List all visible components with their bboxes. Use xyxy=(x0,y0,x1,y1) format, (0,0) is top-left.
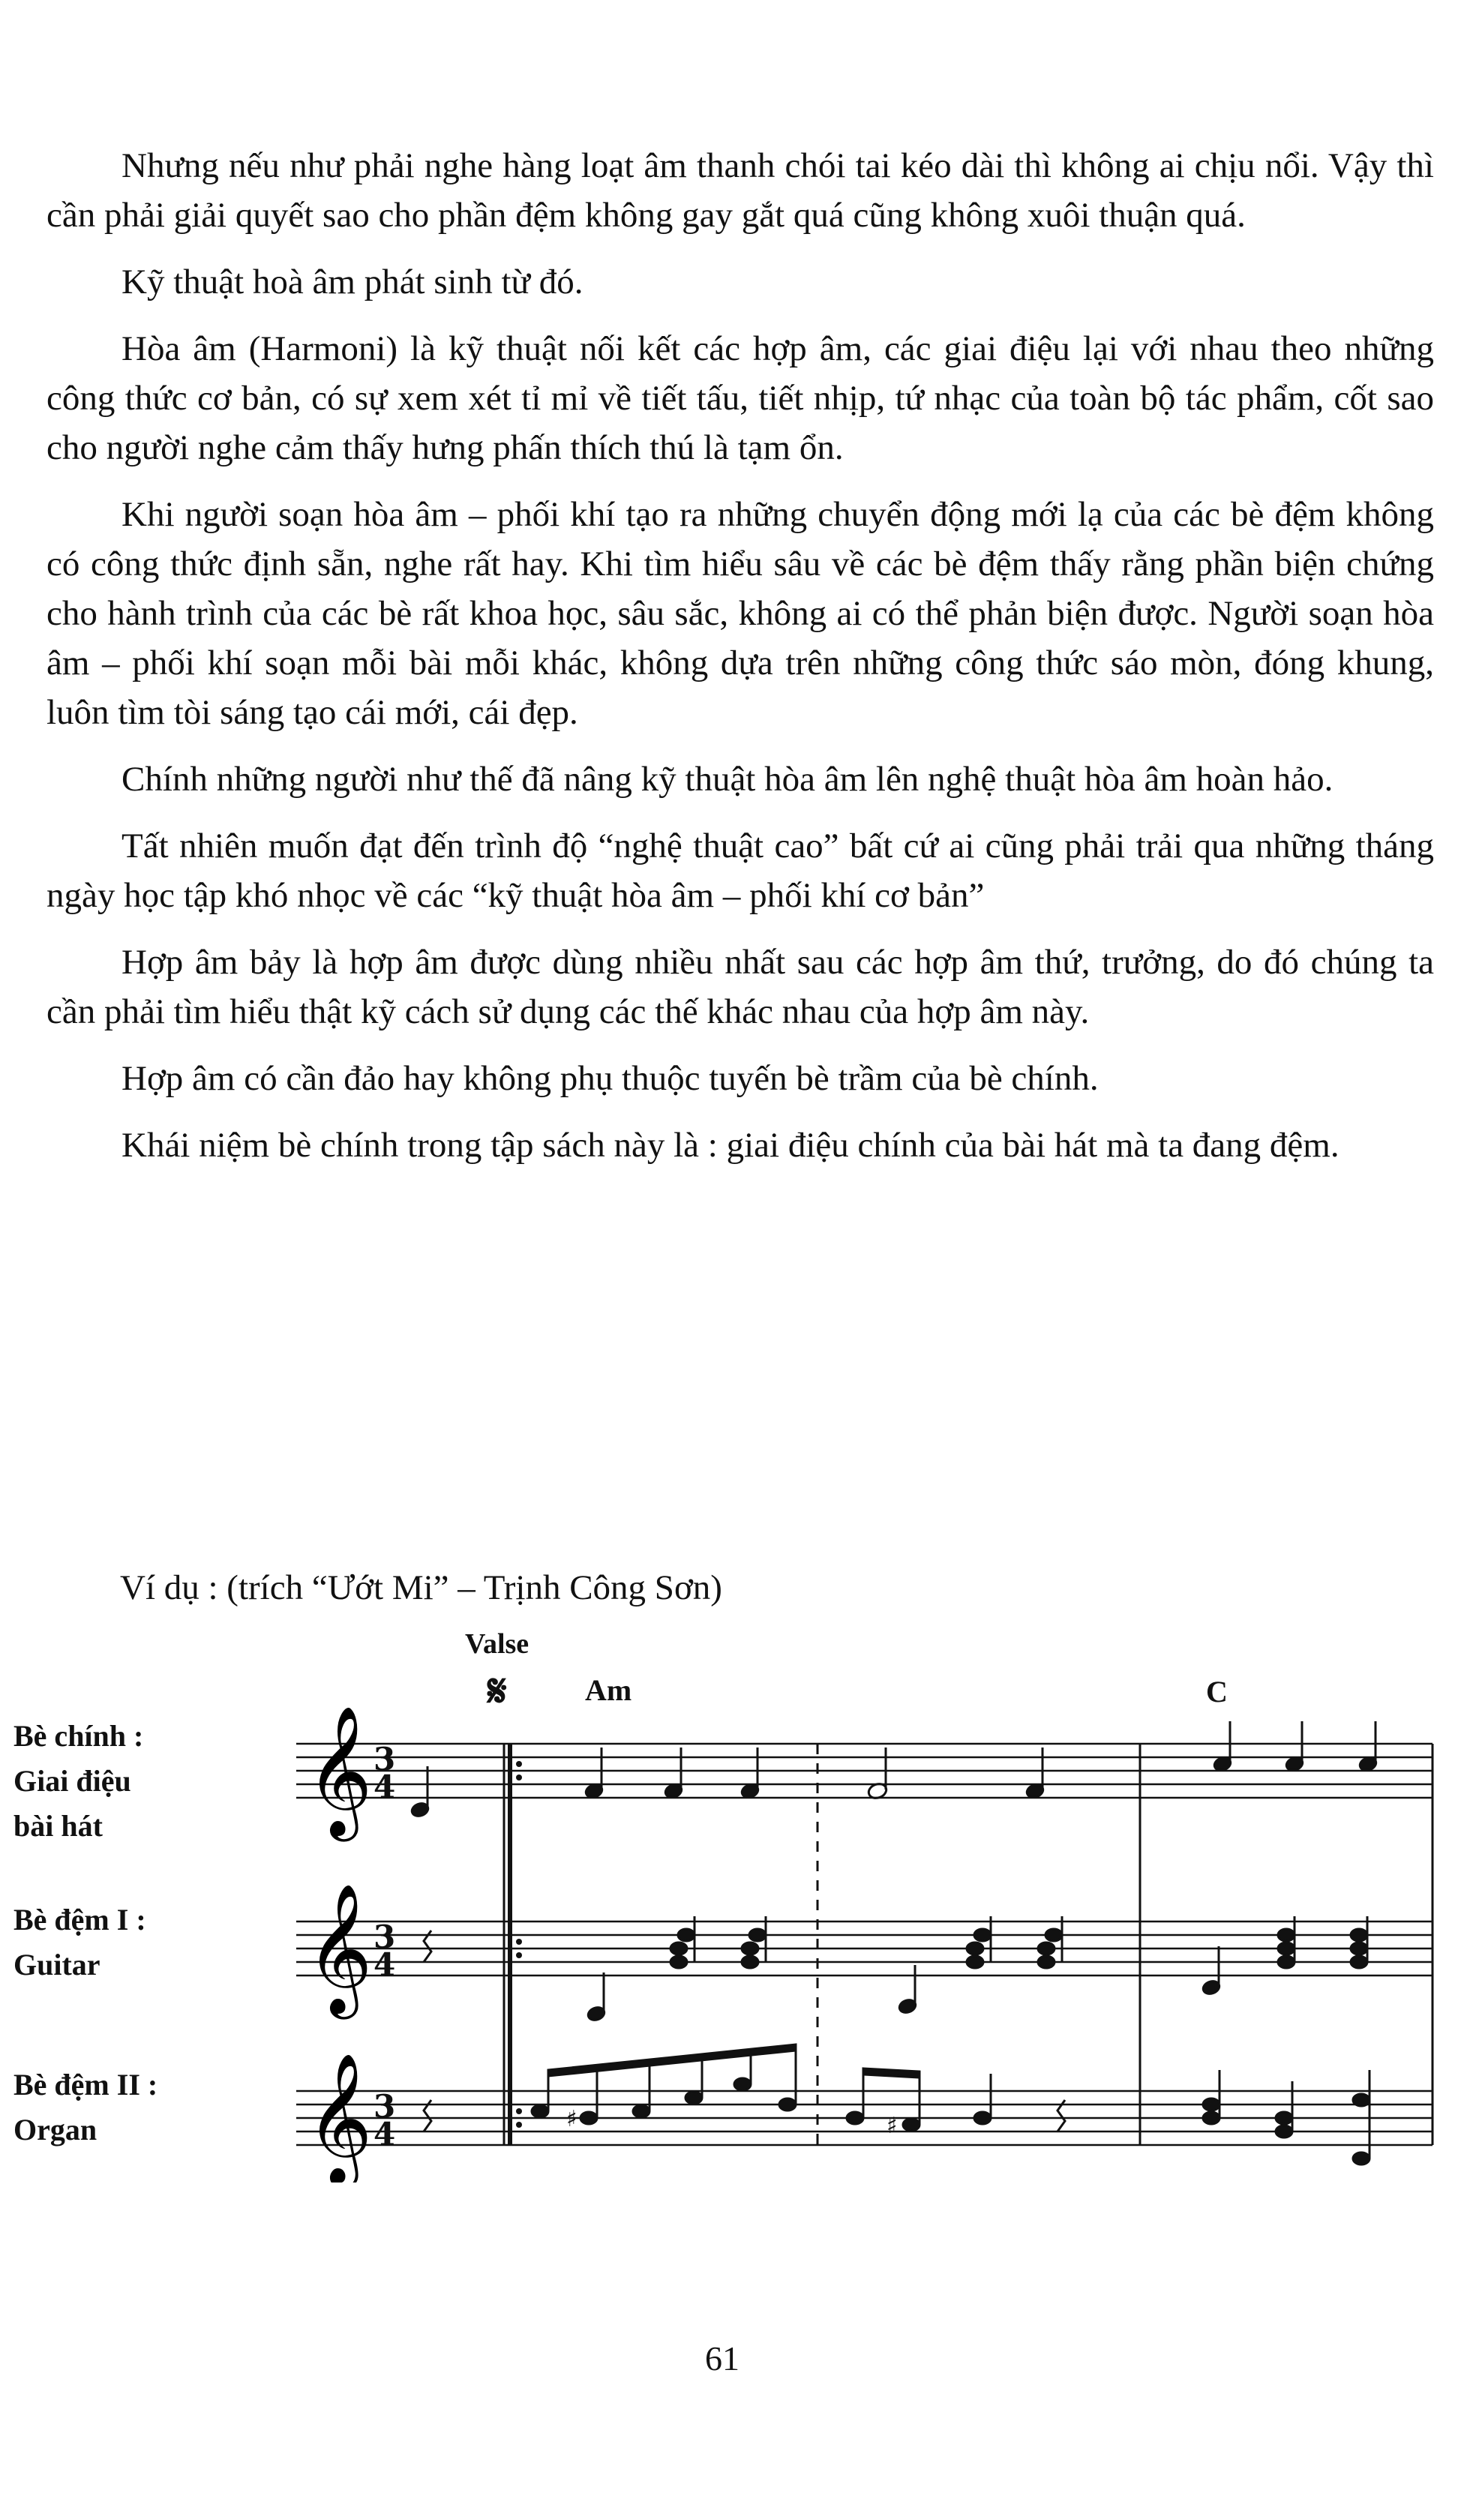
part-label-line: Guitar xyxy=(14,1948,100,1982)
staff-system xyxy=(0,1612,1464,2182)
paragraph: Chính những người như thế đã nâng kỹ thuật hòa âm lên nghệ thuật hòa âm hoàn hảo. xyxy=(122,760,1334,799)
time-sig-top: 3 xyxy=(374,1918,396,1955)
svg-text:♯: ♯ xyxy=(886,2113,898,2139)
segno-icon: 𝄋 xyxy=(488,1665,507,1718)
part-label-line: bài hát xyxy=(14,1809,103,1843)
body-text xyxy=(46,141,1434,1187)
paragraph: Hợp âm có cần đảo hay không phụ thuộc tuyến bè trầm của bè chính. xyxy=(122,1059,1099,1098)
paragraph: Tất nhiên muốn đạt đến trình độ “nghệ thuật cao” bất cứ ai cũng phải trải qua những tháng ngày học tập khó nhọc về các “kỹ thuật hòa âm – phối khí cơ bản” xyxy=(46,826,1434,915)
treble-clef-icon: 𝄞 xyxy=(306,1706,373,1836)
page-number: 61 xyxy=(705,2339,740,2378)
time-sig-bottom: 4 xyxy=(374,2116,396,2152)
treble-clef-icon: 𝄞 xyxy=(306,1883,373,2014)
paragraph: Kỹ thuật hoà âm phát sinh từ đó. xyxy=(122,262,584,302)
beam xyxy=(863,2068,920,2078)
music-score xyxy=(0,1612,1464,2182)
example-caption: Ví dụ : (trích “Ướt Mi” – Trịnh Công Sơn) xyxy=(120,1568,722,1607)
part-label-line: Bè đệm II : xyxy=(14,2068,158,2102)
part-label-line: Bè chính : xyxy=(14,1719,144,1753)
beam xyxy=(548,2044,796,2076)
paragraph: Nhưng nếu như phải nghe hàng loạt âm thanh chói tai kéo dài thì không ai chịu nổi. Vậy thì cần phải giải quyết sao cho phần đệm không gay gắt quá cũng không xuôi thuận quá. xyxy=(46,146,1434,235)
paragraph: Hòa âm (Harmoni) là kỹ thuật nối kết các hợp âm, các giai điệu lại với nhau theo những công thức cơ bản, có sự xem xét tỉ mỉ về tiết tấu, tiết nhịp, tứ nhạc của toàn bộ tác phẩm, cốt sao cho người nghe cảm thấy hưng phấn thích thú là tạm ổn. xyxy=(46,329,1434,467)
tempo-marking: Valse xyxy=(465,1628,530,1660)
guitar-notes xyxy=(424,1916,1367,2022)
melody-notes xyxy=(410,1721,1378,1818)
part-label-line: Bè đệm I : xyxy=(14,1903,146,1936)
chord-symbol: Am xyxy=(585,1673,632,1707)
paragraph: Khái niệm bè chính trong tập sách này là : giai điệu chính của bài hát mà ta đang đệm. xyxy=(122,1126,1340,1165)
part-label-line: Organ xyxy=(14,2113,98,2146)
time-sig-top: 3 xyxy=(374,2088,396,2125)
time-sig-top: 3 xyxy=(374,1741,396,1778)
time-sig-bottom: 4 xyxy=(374,1768,396,1805)
time-signatures xyxy=(374,1741,395,2152)
repeat-dots xyxy=(516,1761,522,2128)
svg-text:♯: ♯ xyxy=(566,2106,578,2132)
part-label-line: Giai điệu xyxy=(14,1764,131,1798)
paragraph: Hợp âm bảy là hợp âm được dùng nhiều nhất sau các hợp âm thứ, trưởng, do đó chúng ta cần phải tìm hiểu thật kỹ cách sử dụng các thế khác nhau của hợp âm này. xyxy=(46,943,1434,1031)
paragraph: Khi người soạn hòa âm – phối khí tạo ra những chuyển động mới lạ của các bè đệm không có công thức định sẵn, nghe rất hay. Khi tìm hiểu sâu về các bè đệm thấy rằng phần biện chứng cho hành trình của các bè rất khoa học, sâu sắc, không ai có thể phản biện được. Người soạn hòa âm – phối khí soạn mỗi bài mỗi khác, không dựa trên những công thức sáo mòn, đóng khung, luôn tìm tòi sáng tạo cái mới, cái đẹp. xyxy=(46,495,1434,732)
chord-symbol: C xyxy=(1206,1675,1228,1708)
time-sig-bottom: 4 xyxy=(374,1946,396,1983)
clefs xyxy=(306,1706,373,2182)
treble-clef-icon: 𝄞 xyxy=(306,2053,373,2182)
